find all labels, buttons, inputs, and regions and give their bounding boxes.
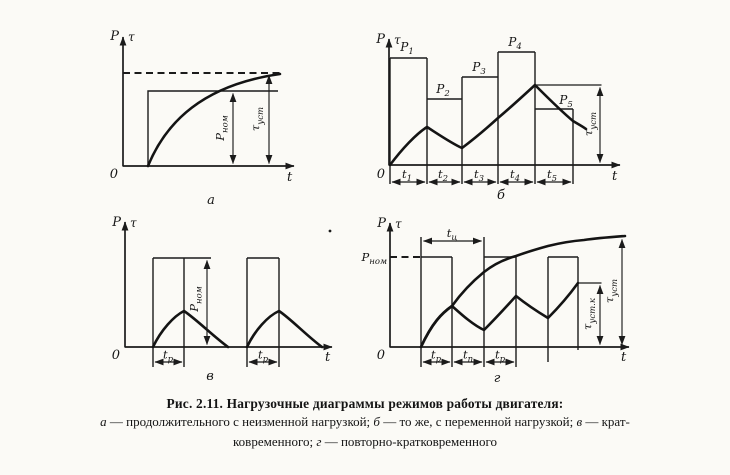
y-axis-label-p: P [376,32,385,47]
origin-label: 0 [109,167,118,182]
t-p-label: $t_п$ [462,347,474,365]
x-axis-label-t: t [325,350,331,365]
caption-letter-b: б [373,414,380,429]
t-c-label: $t_ц$ [446,226,458,243]
caption-text-v2: ковременного; [233,433,317,449]
y-axis-label-tau: τ [395,217,402,231]
y-axis-label-p: P [112,215,121,230]
caption-line-2 [0,412,730,432]
caption-title: Рис. 2.11. Нагрузочные диаграммы режимов работы двигателя: [166,396,564,411]
y-axis-label-tau: τ [394,33,401,47]
panel-b-variable-load [375,32,620,203]
t-r-label-2: $t_р$ [257,347,269,365]
panel-a-continuous-duty [109,29,294,208]
figure-caption [0,396,730,451]
p4-label: $P_4$ [508,35,522,52]
panel-letter-a: а [207,193,215,208]
y-axis-label-tau: τ [128,30,135,44]
t1-label: $t_1$ [401,167,413,184]
caption-letter-v: в [576,414,583,429]
t2-label: $t_2$ [437,167,449,184]
caption-letter-g: г [316,433,322,449]
t-r-label-1: $t_р$ [430,347,442,365]
t3-label: $t_3$ [473,167,485,184]
x-axis-label-t: t [612,169,618,184]
x-axis-label-t: t [621,350,627,365]
p-nom-label: $P_{ном}$ [213,115,231,141]
p-nom-label: $P_{ном}$ [187,286,205,312]
sawtooth-heating-curve [421,283,578,347]
tau-ust-label: $\tau_{уст}$ [602,278,620,304]
panel-g-intermittent-duty [360,216,629,386]
caption-text-b: — то же, с переменной нагрузкой; [379,414,577,429]
t4-label: $t_4$ [509,167,521,184]
tau-ust-k-label: $\tau_{уст.к}$ [580,298,598,330]
caption-line-3 [0,432,730,452]
p5-label: $P_5$ [559,93,573,110]
origin-label: 0 [376,348,385,363]
heating-curve [390,85,586,165]
print-artifact-dot [329,230,332,233]
origin-label: 0 [376,167,385,182]
p2-label: $P_2$ [436,82,450,99]
panel-letter-v: в [206,369,214,384]
y-axis-label-p: P [377,216,386,231]
panel-letter-b: б [497,188,505,203]
panel-letter-g: г [493,371,501,386]
p3-label: $P_3$ [472,60,486,77]
p-nom-label: $Р_{ном}$ [361,250,387,267]
caption-letter-a: а [100,414,107,429]
x-axis-label-t: t [287,170,293,185]
y-axis-label-p: P [110,29,119,44]
t5-label: $t_5$ [546,167,558,184]
t-r-label-2: $t_р$ [494,347,506,365]
heating-cooling-curve-1 [153,311,228,347]
caption-text-g: — повторно-кратковременного [321,433,497,449]
heating-cooling-curve-2 [247,311,322,347]
panel-v-short-time-duty [111,215,332,384]
p1-label: $P_1$ [400,40,414,57]
tau-ust-label: $\tau_{уст}$ [581,111,599,137]
caption-text-a: — продолжительного с неизменной нагрузкой; [106,414,374,429]
y-axis-label-tau: τ [130,216,137,230]
origin-label: 0 [111,348,120,363]
t-r-label-1: $t_р$ [162,347,174,365]
tau-ust-label: $\tau_{уст}$ [248,106,266,132]
caption-text-v: — крат- [582,414,630,429]
